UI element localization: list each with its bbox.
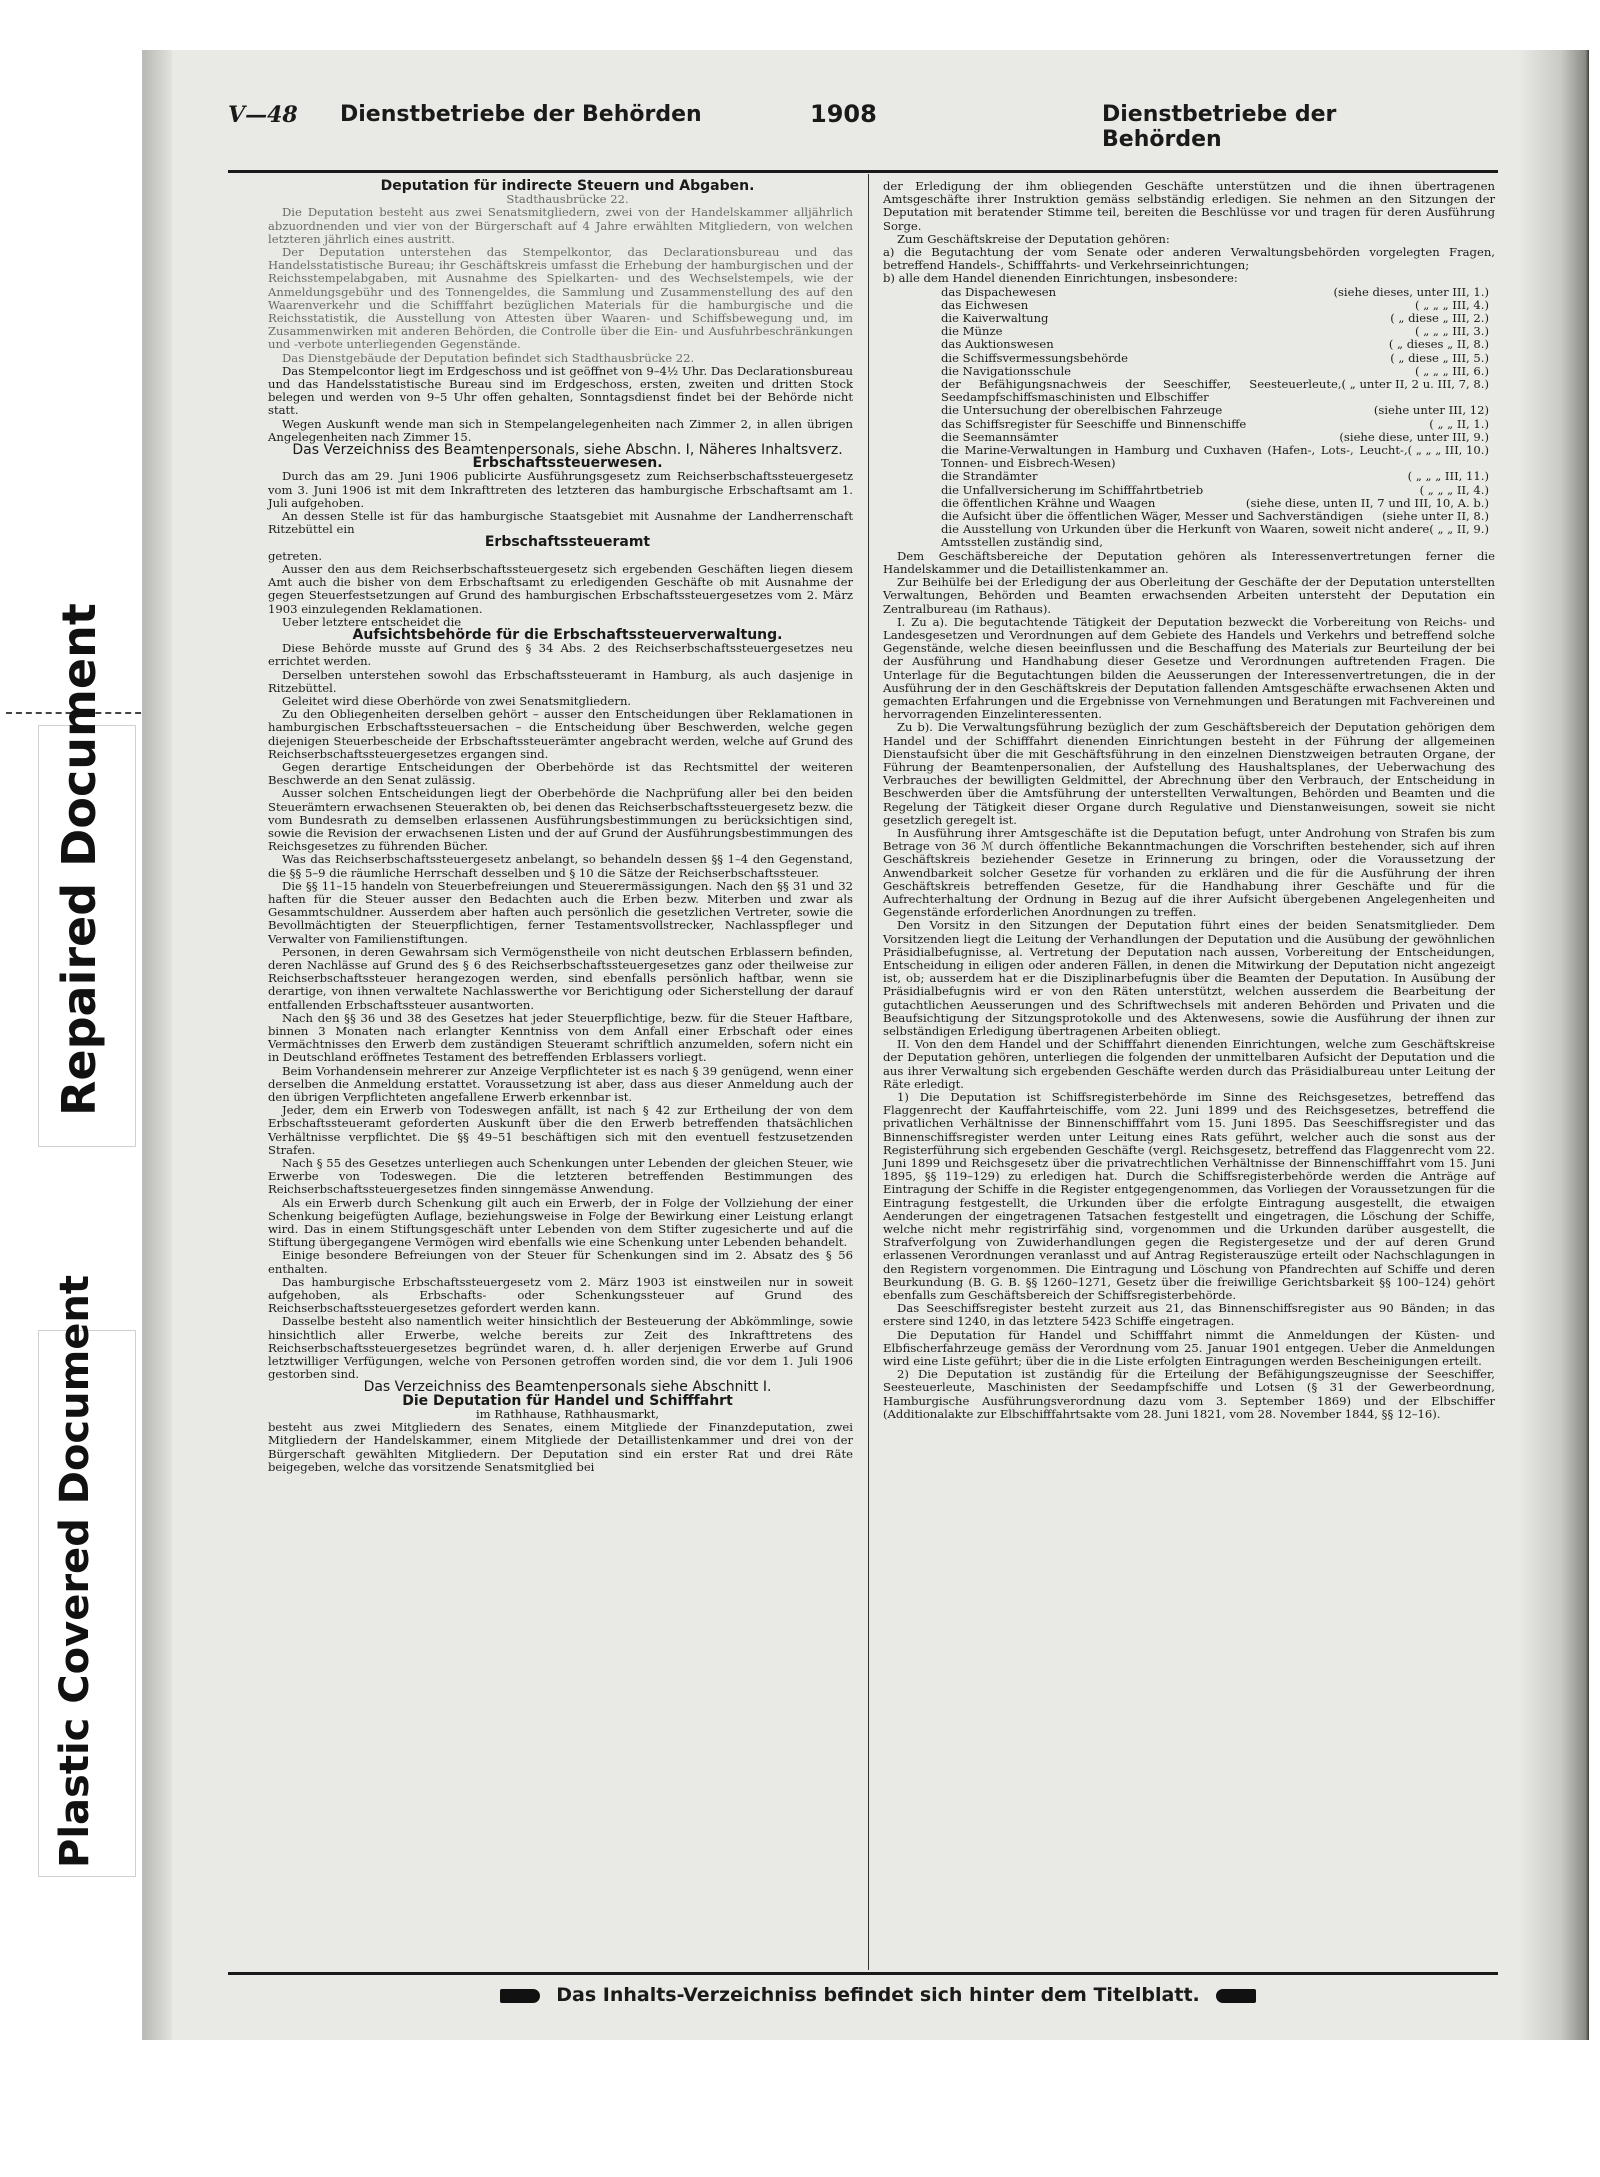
paragraph: 1) Die Deputation ist Schiffsregisterbehörde im Sinne des Reichsgesetzes, betreffend das Flaggenrecht der Kauffahrteischiffe, vom 22. Juni 1899 und des Reichsgesetzes, betreffend die privatlichen Verhältnisse der Binnenschifffahrt vom 15. Juni 1895. Das Seeschiffsregister und das Binnenschiffsregister werden unter Leitung eines Rats geführt, welcher auch die sonst aus der Registerführung sich ergebenden Geschäfte (vergl. Reichsgesetz, betreffend das Flaggenrecht vom 22. Juni 1899 und Reichsgesetz über die privatrechtlichen Verhältnisse der Binnenschifffahrt vom 15. Juni 1895, §§ 119–129) zu erledigen hat. Durch die Schiffsregisterbehörde werden die Anträge auf Eintragung der Schiffe in die Register entgegengenommen, das Vorliegen der Voraussetzungen für die Eintragung festgestellt, die Urkunden über die erfolgte Eintragung ausgestellt, die etwaigen Aenderungen der eingetragenen Tatsachen festgestellt und eingetragen, die Löschung der Schiffe, welche nicht mehr registrirfähig sind, vorgenommen und die Urkunden darüber ausgestellt, die Strafverfolgung von Zuwiderhandlungen gegen die Registergesetze und der auf deren Grund erlassenen Verordnungen veranlasst und auf Antrag Registerauszüge erteilt oder Nachschlagungen in den Registern vorgenommen. Die Eintragung und Löschung von Pfandrechten auf Schiffe und deren Beurkundung (B. G. B. §§ 1260–1271, Gesetz über die freiwillige Gerichtsbarkeit §§ 100–124) gehört ebenfalls zum Geschäftsbereich der Schiffsregisterbehörde.	[883, 1090, 1495, 1303]
section-title: Aufsichtsbehörde für die Erbschaftssteuerverwaltung.	[352, 626, 783, 643]
institution-list-item	[883, 286, 1495, 299]
page-right-shadow	[1519, 50, 1589, 2040]
institution-reference: ( „ „ II, 1.)	[1429, 416, 1489, 431]
institution-list-item	[883, 352, 1495, 365]
paragraph: Ausser solchen Entscheidungen liegt der Oberbehörde die Nachprüfung aller bei den beiden Steuerämtern erwachsenen Steuerakten ob, bei denen das Reichserbschaftssteuergesetz bezw. die vom Bundesrath zu demselben erlassenen Ausführungsbestimmungen zu berücksichtigen sind, sowie die Revision der erwachsenen Listen und der auf Grund der Ausführungsbestimmungen des Reichsgesetzes zu führenden Bücher.	[268, 786, 853, 854]
institution-reference: ( „ „ „ III, 10.)	[1407, 443, 1489, 458]
paragraph: Zum Geschäftskreise der Deputation gehören:	[897, 231, 1170, 246]
institution-reference: ( „ dieses „ II, 8.)	[1388, 337, 1489, 352]
institution-name: die Strandämter	[941, 469, 1038, 484]
header-right-title: Dienstbetriebe der Behörden	[1102, 102, 1337, 152]
paragraph: Personen, in deren Gewahrsam sich Vermögenstheile von nicht deutschen Erblassern befinden, deren Nachlässe auf Grund des § 6 des Reichserbschaftssteuergesetzes ganz oder theilweise zur Reichserbschaftssteuer herangezogen werden, sind ebenfalls persönlich haftbar, wenn sie derartige, von ihnen verwaltete Nachlasswerthe vor Berichtigung oder Sicherstellung der darauf entfallenden Erbschaftssteuer ausantworten.	[268, 944, 853, 1012]
paragraph: Den Vorsitz in den Sitzungen der Deputation führt eines der beiden Senatsmitglieder. Dem Vorsitzenden liegt die Leitung der Verhandlungen der Deputation und die Ausübung der gewöhnlichen Präsidialbefugnisse, al. Vertretung der Deputation nach aussen, Vorbereitung der Entscheidungen, Entscheidung in eiligen oder anderen Fällen, in denen die Mitwirkung der Deputation nicht angezeigt ist, ob; ausserdem hat er die Disziplinarbefugnis über die Beamten der Deputation. In Ausübung der Präsidialbefugnis wird er von den Räten unterstützt, welchen ausserdem die Bearbeitung der gutachtlichen Aeusserungen und des Schriftwechsels mit anderen Behörden und Privaten und die Beaufsichtigung der Sitzungsprotokolle und des Aktenwesens, sowie die Ausführung der ihnen zur selbständigen Erledigung übertragenen Arbeiten obliegt.	[883, 918, 1495, 1038]
paragraph: Dasselbe besteht also namentlich weiter hinsichtlich der Besteuerung der Abkömmlinge, sowie hinsichtlich aller Erwerbe, welche bereits zur Zeit des Inkrafttretens des Reichserbschaftssteuergesetzes begründet waren, d. h. aller derjenigen Erwerbe auf Grund letztwilliger Verfügungen, welche von Personen getroffen worden sind, die vor dem 1. Juli 1906 gestorben sind.	[268, 1314, 853, 1382]
paragraph: Zu b). Die Verwaltungsführung bezüglich der zum Geschäftsbereich der Deputation gehörigen dem Handel und der Schifffahrt dienenden Einrichtungen besteht in der Führung der allgemeinen Dienstaufsicht über die mit Geschäftsführung in den einzelnen Dienstzweigen betrauten Organe, der Führung der Beamtenpersonalien, der Aufstellung des Haushaltsplanes, der Ueberwachung des Verbrauches der bewilligten Geldmittel, der Abrechnung über den Verbrauch, der Entscheidung in Beschwerden über die Amtsführung der unterstellten Verwaltungen, Behörden und Beamten und die Regelung der Tätigkeit dieser Organe durch Regulative und Dienstanweisungen, soweit sie nicht gesetzlich geregelt ist.	[883, 720, 1495, 827]
institution-reference: (siehe diese, unter III, 9.)	[1339, 429, 1489, 444]
paragraph: Derselben unterstehen sowohl das Erbschaftssteueramt in Hamburg, als auch dasjenige in Ritzebüttel.	[268, 667, 853, 695]
paragraph: Zur Beihülfe bei der Erledigung der aus Oberleitung der Geschäfte der der Deputation unterstellten Verwaltungen, Behörden und Beamten erwachsenden Arbeiten untersteht der Deputation ein Zentralbureau (im Rathaus).	[883, 575, 1495, 616]
paragraph: Wegen Auskunft wende man sich in Stempelangelegenheiten nach Zimmer 2, in allen übrigen Angelegenheiten nach Zimmer 15.	[268, 416, 853, 444]
institution-reference: (siehe unter III, 12)	[1373, 403, 1489, 418]
paragraph: Einige besondere Befreiungen von der Steuer für Schenkungen sind im 2. Absatz des § 56 enthalten.	[268, 1248, 853, 1276]
institution-list-item	[883, 444, 1495, 470]
institution-name: die Unfallversicherung im Schifffahrtbetrieb	[941, 482, 1204, 497]
institution-name: das Schiffsregister für Seeschiffe und Binnenschiffe	[941, 416, 1247, 431]
paragraph: Jeder, dem ein Erwerb von Todeswegen anfällt, ist nach § 42 zur Ertheilung der von dem Erbschaftssteueramt geforderten Auskunft über die den Erwerb betreffenden thatsächlichen Verhältnisse verpflichtet. Die §§ 49–51 beschäftigen sich mit den eventuell festzusetzenden Strafen.	[268, 1103, 853, 1157]
footer-rule	[228, 1972, 1498, 1975]
footer-notice	[328, 1984, 1428, 2006]
paragraph: besteht aus zwei Mitgliedern des Senates, einem Mitgliede der Finanzdeputation, zwei Mitgliedern der Handelskammer, einem Mitgliede der Detaillistenkammer und drei von der Bürgerschaft gewählten Mitgliedern. Der Deputation sind ein erster Rat und drei Räte beigegeben, welche das vorsitzende Senatsmitglied bei	[268, 1420, 853, 1474]
paragraph: Die §§ 11–15 handeln von Steuerbefreiungen und Steuerermässigungen. Nach den §§ 31 und 32 haften für die Steuer ausser den Bedachten auch die Erben bezw. Miterben und zwar als Gesammtschuldner. Ausserdem aber haften auch persönlich die gesetzlichen Vertreter, sowie die Bevollmächtigten der Steuerpflichtigen, ferner Testamentsvollstrecker, Nachlasspfleger und Verwalter von Familienstiftungen.	[268, 878, 853, 946]
institution-name: das Eichwesen	[941, 297, 1029, 312]
institution-name: die Navigationsschule	[941, 363, 1072, 378]
section-title: Erbschaftssteueramt	[484, 534, 651, 551]
paragraph: I. Zu a). Die begutachtende Tätigkeit der Deputation bezweckt die Vorbereitung von Reichs- und Landesgesetzen und Verordnungen auf dem Gebiete des Handels und Verkehrs und betreffend solche Gegenstände, welche diesen beeinflussen und die Beschaffung des Materials zur Beurteilung der bei der Ausführung und Handhabung dieser Gesetze und Verordnungen auftretenden Fragen. Die Unterlage für die Begutachtungen bilden die Aeusserungen der Interessenvertretungen, die in der Ausführung der in den Geschäftskreis der Deputation fallenden Amtsgeschäfte erwachsenen Akten und gemachten Erfahrungen und die Ergebnisse von Vernehmungen und Beratungen mit Fachvereinen und hervorragenden Einzelinteressenten.	[883, 614, 1495, 722]
institution-list-item	[883, 338, 1495, 351]
institution-name: die Aufsicht über die öffentlichen Wäger, Messer und Sachverständigen	[941, 509, 1364, 524]
paragraph: Zu den Obliegenheiten derselben gehört – ausser den Entscheidungen über Reklamationen in hamburgischen Erbschaftssteuersachen – die Entscheidung über Beschwerden, welche gegen diejenigen Steuerbescheide der Erbschaftssteuerämter angebracht werden, welche auf Grund des Reichserbschaftssteuergesetzes ergangen sind.	[268, 707, 853, 761]
institution-name: die Ausstellung von Urkunden über die Herkunft von Waaren, soweit nicht andere Amtsstellen zuständig sind,	[941, 522, 1430, 550]
institution-name: die Marine-Verwaltungen in Hamburg und Cuxhaven (Hafen-, Lots-, Leucht-, Tonnen- und Eisbrech-Wesen)	[941, 443, 1408, 471]
institution-reference: ( „ „ „ II, 4.)	[1419, 482, 1489, 497]
institution-reference: ( „ „ „ III, 3.)	[1415, 324, 1489, 339]
section-title: Die Deputation für Handel und Schifffahrt	[402, 1392, 733, 1409]
pointing-hand-icon	[1216, 1989, 1256, 2003]
paragraph: a) die Begutachtung der vom Senate oder anderen Verwaltungsbehörden vorgelegten Fragen, betreffend Handels-, Schifffahrts- und Verkehrseinrichtungen;	[883, 245, 1495, 273]
institution-name: die Untersuchung der oberelbischen Fahrzeuge	[941, 403, 1223, 418]
running-header	[228, 98, 1438, 152]
paragraph: der Erledigung der ihm obliegenden Geschäfte unterstützen und die ihnen übertragenen Amtsgeschäfte ihrer Instruktion gemäss selbständig erledigen. Sie nehmen an den Sitzungen der Deputation mit beratender Stimme teil, bereiten die Beschlüsse vor und tragen für deren Ausführung Sorge.	[883, 179, 1495, 233]
paragraph: Nach den §§ 36 und 38 des Gesetzes hat jeder Steuerpflichtige, bezw. für die Steuer Haftbare, binnen 3 Monaten nach erlangter Kenntniss von dem Anfall einer Erbschaft oder eines Vermächtnisses den Erwerb dem zuständigen Steueramt schriftlich anzumelden, sofern nicht ein in Deutschland eröffnetes Testament des betreffenden Erblassers vorliegt.	[268, 1010, 853, 1065]
institution-name: die Kaiverwaltung	[941, 311, 1049, 326]
footer-text: Das Inhalts-Verzeichniss befindet sich hinter dem Titelblatt.	[556, 1984, 1200, 2006]
institution-reference: ( „ diese „ III, 5.)	[1390, 350, 1489, 365]
paragraph: Die Deputation für Handel und Schifffahrt nimmt die Anmeldungen der Küsten- und Elbfischerfahrzeuge gemäss der Verordnung vom 25. Januar 1901 entgegen. Ueber die Anmeldungen wird eine Liste geführt; über die in die Liste erfolgten Eintragungen werden Bescheinigungen erteilt.	[883, 1327, 1495, 1369]
section-address: im Rathhause, Rathhausmarkt,	[475, 1406, 660, 1421]
page-content	[168, 84, 1508, 2024]
paragraph: Der Deputation unterstehen das Stempelkontor, das Declarationsbureau und das Handelsstatistische Bureau; ihr Geschäftskreis umfasst die Erhebung der hamburgischen und der Reichsstempelabgaben, mit Ausnahme des Spielkarten- und des Wechselstempels, wie der Anmeldungsgebühr und des Tonnengeldes, die Sammlung und Zusammenstellung des auf den Waarenverkehr und die Schifffahrt bezüglichen Materials für die hamburgische und die Reichsstatistik, die Ausstellung von Attesten über Waaren- und Schiffsbewegung und, im Zusammenwirken mit anderen Behörden, die Controlle über die Ein- und Ausfuhrbeschränkungen und -verbote unterliegenden Gegenstände.	[268, 245, 853, 352]
paragraph: Ausser den aus dem Reichserbschaftssteuergesetz sich ergebenden Geschäften liegen diesem Amt auch die bisher von dem Erbschaftsamt zu erledigenden Geschäfte ob mit Ausnahme der gegen Steuerfestsetzungen auf Grund des hamburgischen Erbschaftssteuergesetzes vom 2. März 1903 einzulegenden Reklamationen.	[268, 561, 853, 616]
paragraph: getreten.	[268, 548, 323, 563]
paragraph: Als ein Erwerb durch Schenkung gilt auch ein Erwerb, der in Folge der Vollziehung der einer Schenkung beigefügten Auflage, beziehungsweise in Folge der Bewirkung einer Leistung erlangt wird. Das in einem Stiftungsgeschäft unter Lebenden von dem Stifter zugesicherte und auf die Stiftung übergegangene Vermögen wird ebenfalls wie eine Schenkung unter Lebenden behandelt.	[268, 1195, 853, 1250]
paragraph: Das Seeschiffsregister besteht zurzeit aus 21, das Binnenschiffsregister aus 90 Bänden; in das erstere sind 1240, in das letztere 5423 Schiffe eingetragen.	[883, 1301, 1495, 1329]
institution-reference: ( „ „ „ III, 6.)	[1415, 363, 1489, 378]
institution-reference: ( „ diese „ III, 2.)	[1390, 311, 1489, 326]
institution-list-item	[883, 418, 1495, 431]
paragraph: In Ausführung ihrer Amtsgeschäfte ist die Deputation befugt, unter Androhung von Strafen bis zum Betrage von 36 ℳ durch öffentliche Bekanntmachungen die Vorschriften bestehender, sich auf ihren Geschäftskreis beziehender Gesetze in Erinnerung zu bringen, oder die Voraussetzung der Anwendbarkeit solcher Gesetze für vorhanden zu erklären und die für die Ausführung der ihren Geschäftskreis betreffenden Gesetze, für die Handhabung ihrer Geschäfte und für die Aufrechterhaltung der Ordnung in Bezug auf die ihrer Aufsicht übergebenen Angelegenheiten und Gegenstände erforderlichen Anordnungen zu treffen.	[883, 825, 1495, 920]
paragraph: Ueber letztere entscheidet die	[282, 614, 462, 629]
paragraph: Das Stempelcontor liegt im Erdgeschoss und ist geöffnet von 9–4½ Uhr. Das Declarationsbureau und das Handelsstatistische Bureau sind im Erdgeschoss, ersten, zweiten und dritten Stock belegen und werden von 9–5 Uhr offen gehalten, Sonntagsdienst findet bei der Behörde nicht statt.	[268, 363, 853, 418]
institution-name: das Auktionswesen	[941, 337, 1054, 352]
paragraph: Diese Behörde musste auf Grund des § 34 Abs. 2 des Reichserbschaftssteuergesetzes neu errichtet werden.	[268, 641, 853, 669]
institution-name: die Schiffsvermessungsbehörde	[941, 350, 1129, 365]
paragraph: Geleitet wird diese Oberhörde von zwei Senatsmitgliedern.	[282, 693, 632, 708]
repaired-document-label: Repaired Document	[52, 603, 106, 1116]
institution-name: die Münze	[941, 324, 1003, 339]
institution-reference: ( „ „ II, 9.)	[1429, 522, 1489, 537]
column-divider	[868, 174, 869, 1970]
page-number: V—48	[228, 102, 298, 128]
institution-list-item	[883, 470, 1495, 483]
paragraph: Die Deputation besteht aus zwei Senatsmitgliedern, zwei von der Handelskammer alljährlich abzuordnenden und vier von der Bürgerschaft auf 4 Jahre erwählten Mitgliedern, von welchen letzteren jährlich eines austritt.	[268, 205, 853, 246]
plastic-covered-label: Plastic Covered Document	[52, 1274, 98, 1868]
header-year: 1908	[810, 100, 877, 128]
section-title: Erbschaftssteuerwesen.	[472, 455, 663, 472]
paragraph: Das hamburgische Erbschaftssteuergesetz vom 2. März 1903 ist einstweilen nur in soweit aufgehoben, als Erbschafts- oder Schenkungssteuer auf Grund des Reichserbschaftssteuergesetzes gefordert werden kann.	[268, 1274, 853, 1316]
staff-reference: Das Verzeichniss des Beamtenpersonals siehe Abschnitt I.	[363, 1379, 772, 1396]
institution-name: die öffentlichen Krähne und Waagen	[941, 495, 1156, 510]
paragraph: Dem Geschäftsbereiche der Deputation gehören als Interessenvertretungen ferner die Handelskammer und die Detaillistenkammer an.	[883, 548, 1495, 576]
institution-list-item	[883, 378, 1495, 404]
institution-reference: (siehe diese, unten II, 7 und III, 10, A. b.)	[1245, 495, 1489, 510]
institution-list-item	[883, 523, 1495, 549]
paragraph: Beim Vorhandensein mehrerer zur Anzeige Verpflichteter ist es nach § 39 genügend, wenn einer derselben die Anmeldung erstattet. Voraussetzung ist aber, dass aus dieser Anmeldung auch der den übrigen Verpflichteten angefallene Erwerb erkennbar ist.	[268, 1063, 853, 1105]
institution-reference: ( „ „ „ III, 11.)	[1407, 469, 1489, 484]
paragraph: An dessen Stelle ist für das hamburgische Staatsgebiet mit Ausnahme der Landherrenschaft Ritzebüttel ein	[268, 509, 853, 537]
institution-name: der Befähigungsnachweis der Seeschiffer, Seesteuerleute, Seedampfschiffsmaschinisten und Elbschiffer	[941, 377, 1342, 405]
paragraph: Nach § 55 des Gesetzes unterliegen auch Schenkungen unter Lebenden der gleichen Steuer, wie Erwerbe von Todeswegen. Die die letzteren betreffenden Bestimmungen des Reichserbschaftssteuergesetzes finden sinngemässe Anwendung.	[268, 1156, 853, 1197]
institution-list-item	[883, 404, 1495, 417]
institution-list-item	[883, 484, 1495, 497]
institution-reference: (siehe dieses, unter III, 1.)	[1333, 284, 1489, 299]
paragraph: Was das Reichserbschaftssteuergesetz anbelangt, so behandeln dessen §§ 1–4 den Gegenstand, die §§ 5–9 die räumliche Herrschaft desselben und § 10 die Sätze der Reichserbschaftssteuer.	[268, 852, 853, 880]
institution-reference: ( „ „ „ III, 4.)	[1415, 297, 1489, 312]
scanned-page	[142, 50, 1589, 2040]
staff-reference: Das Verzeichniss des Beamtenpersonals, siehe Abschn. I, Näheres Inhaltsverz.	[292, 442, 843, 459]
paragraph: II. Von den dem Handel und der Schifffahrt dienenden Einrichtungen, welche zum Geschäftskreise der Deputation gehören, unterliegen die folgenden der unmittelbaren Aufsicht der Deputation und die aus ihrer Verwaltung sich ergebenden Geschäfte werden durch das Präsidialbureau unter Leitung der Räte erledigt.	[883, 1037, 1495, 1091]
left-column	[268, 180, 853, 1474]
institution-reference: ( „ unter II, 2 u. III, 7, 8.)	[1341, 377, 1489, 392]
paragraph: b) alle dem Handel dienenden Einrichtungen, insbesondere:	[883, 271, 1238, 286]
paragraph: Gegen derartige Entscheidungen der Oberbehörde ist das Rechtsmittel der weiteren Beschwerde an den Senat zulässig.	[268, 759, 853, 788]
institution-name: die Seemannsämter	[941, 429, 1059, 444]
header-left-title: Dienstbetriebe der Behörden	[340, 102, 702, 127]
paragraph: Das Dienstgebäude der Deputation befindet sich Stadthausbrücke 22.	[282, 350, 695, 365]
paragraph: Durch das am 29. Juni 1906 publicirte Ausführungsgesetz zum Reichserbschaftssteuergesetz vom 3. Juni 1906 ist mit dem Inkrafttreten des letzteren das hamburgische Erbschaftsamt am 1. Juli aufgehoben.	[268, 469, 853, 510]
pointing-hand-icon	[500, 1989, 540, 2003]
section-title: Deputation für indirecte Steuern und Abgaben.	[380, 178, 755, 194]
header-rule	[228, 170, 1498, 173]
paragraph: 2) Die Deputation ist zuständig für die Erteilung der Befähigungszeugnisse der Seeschiffer, Seesteuerleute, Maschinisten der Seedampfschiffe und Lotsen (§ 31 der Gewerbeordnung, Hamburgische Ausführungsverordnung dazu vom 3. September 1869) und der Elbschiffer (Additionalakte zur Elbschifffahrtsakte vom 28. Juni 1821, vom 28. November 1844, §§ 12–16).	[883, 1367, 1495, 1421]
institution-list	[883, 286, 1495, 550]
institution-reference: (siehe unter II, 8.)	[1382, 509, 1489, 524]
right-column	[883, 180, 1495, 1421]
section-address: Stadthausbrücke 22.	[506, 192, 629, 207]
institution-name: das Dispachewesen	[941, 284, 1057, 299]
